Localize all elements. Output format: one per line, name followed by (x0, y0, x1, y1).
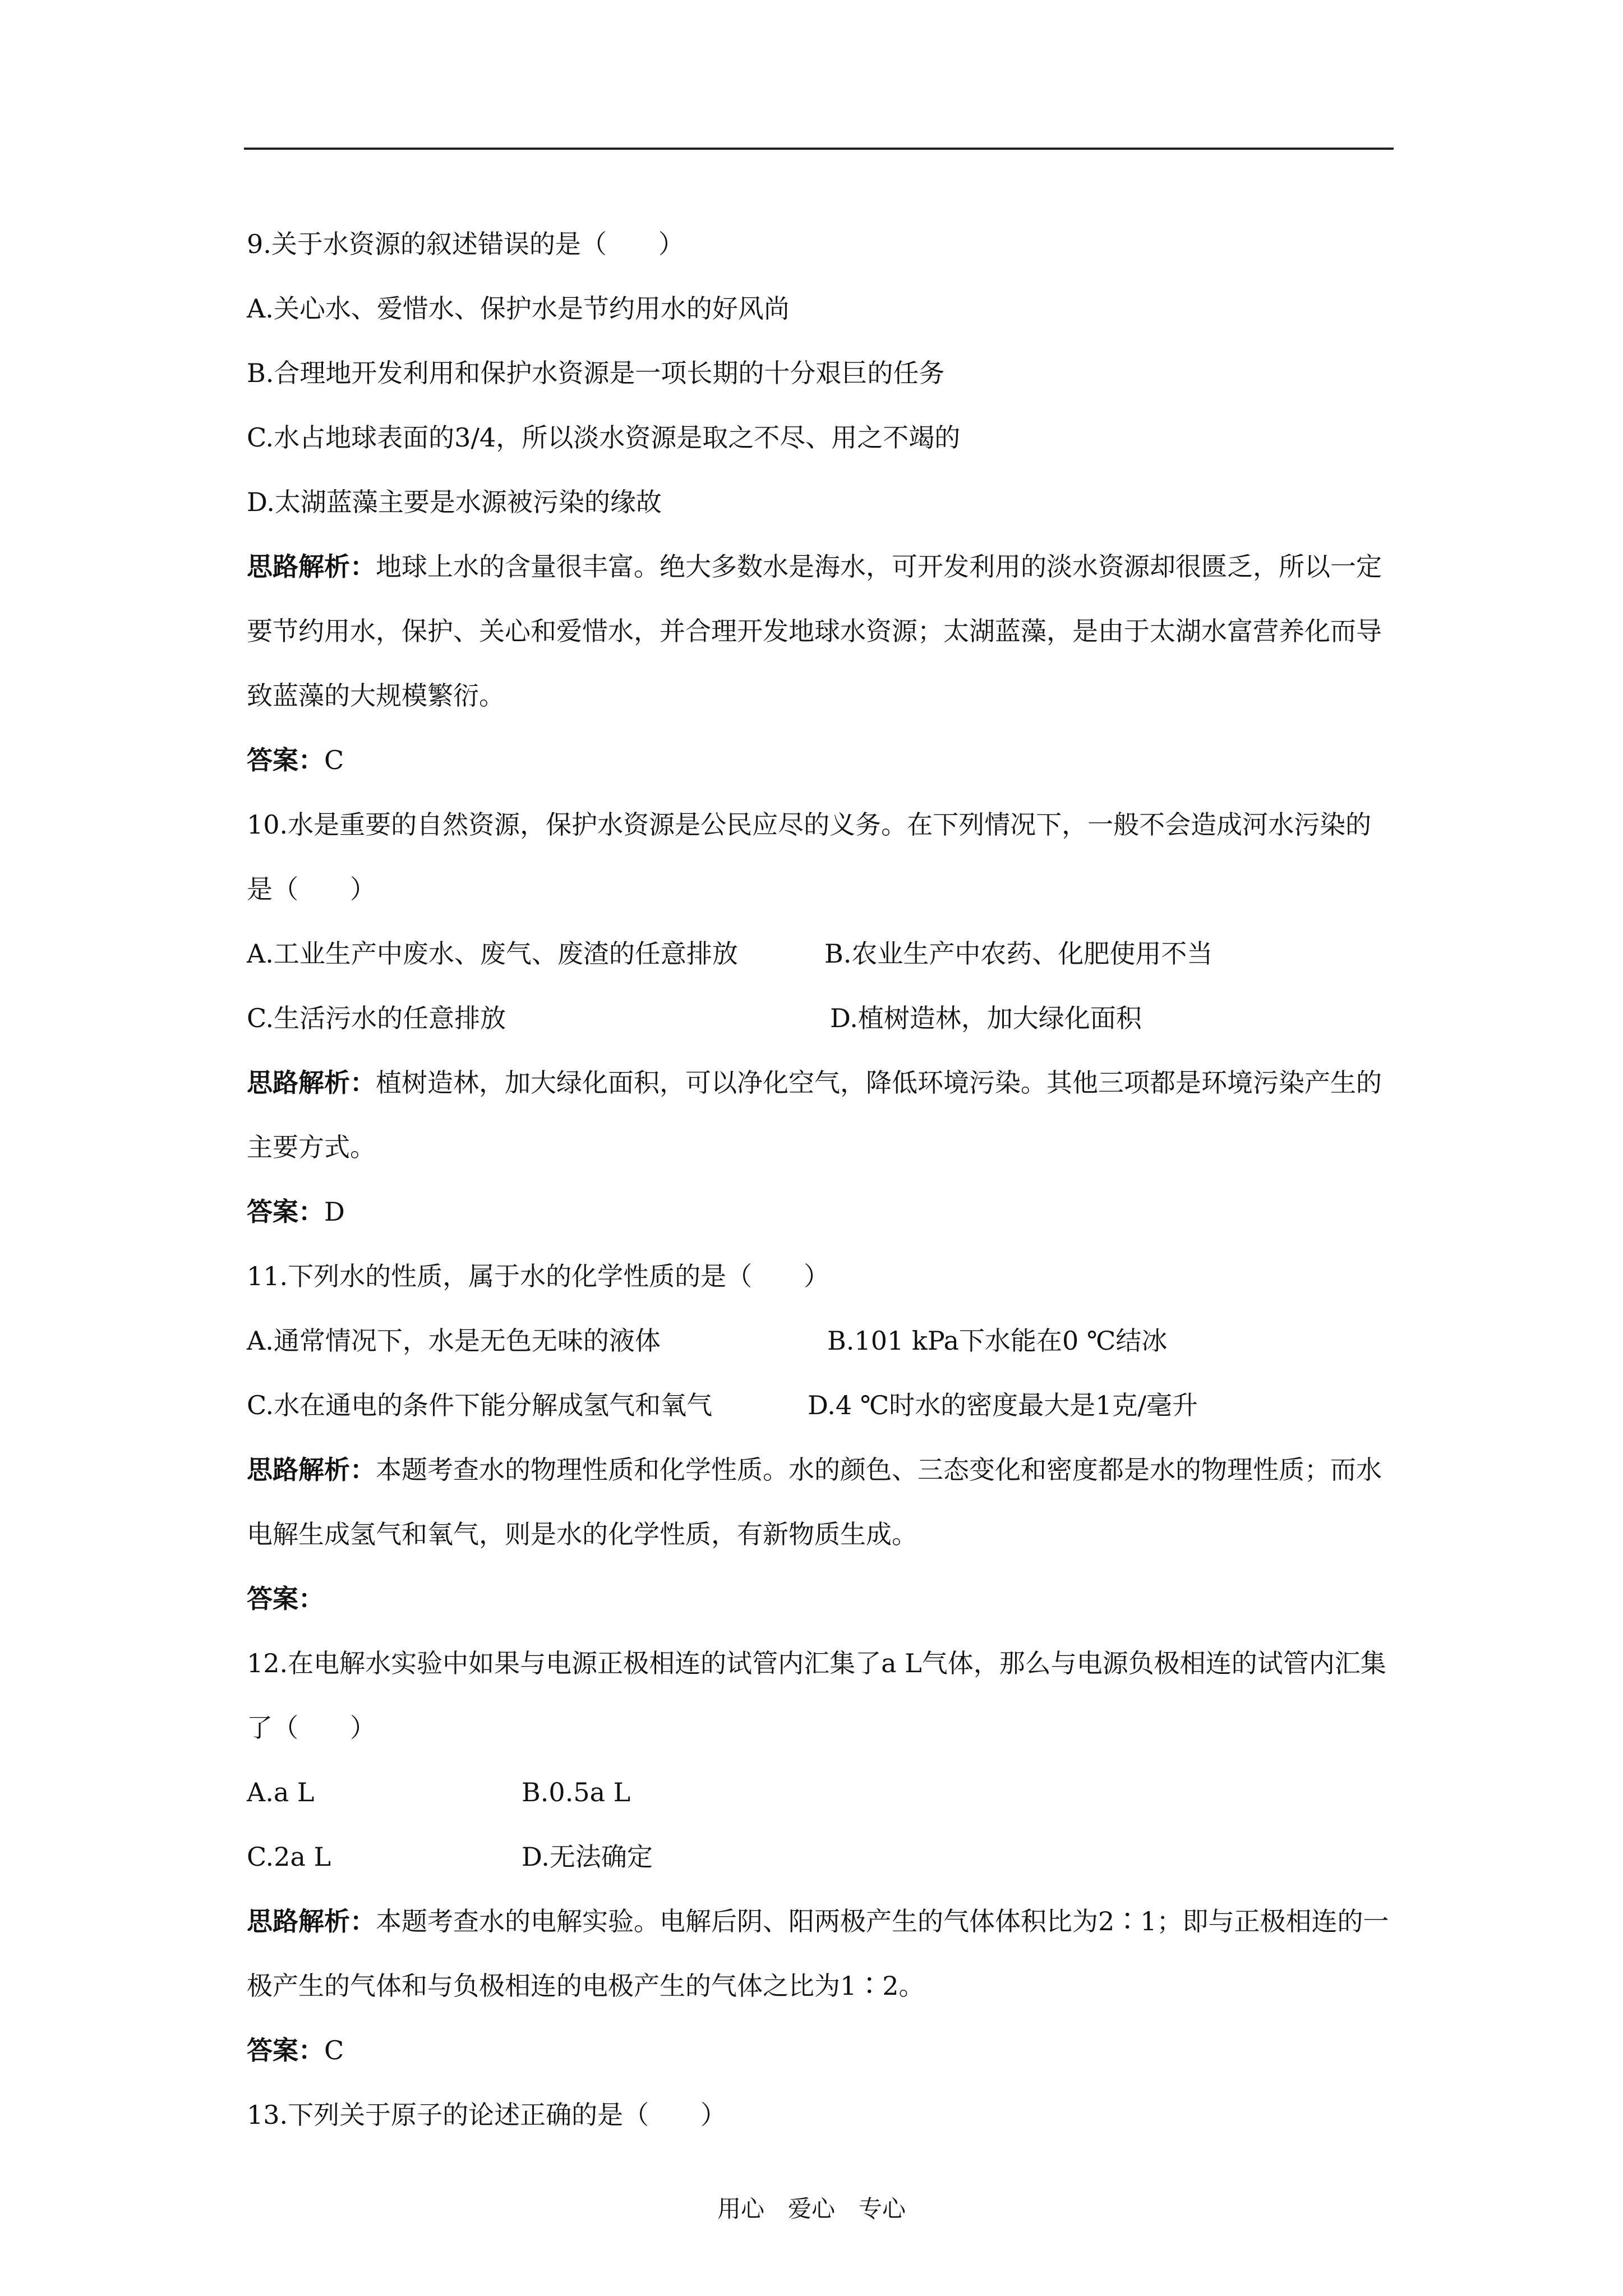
q11-analysis-text: 本题考查水的物理性质和化学性质。水的颜色、三态变化和密度都是水的物理性质；而水电解生成氢气和氧气，则是水的化学性质，有新物质生成。 (247, 1455, 1382, 1549)
q9-option-b: B.合理地开发利用和保护水资源是一项长期的十分艰巨的任务 (247, 358, 945, 388)
q10-option-a: A.工业生产中废水、废气、废渣的任意排放 (247, 938, 738, 969)
q11-option-b: B.101 kPa下水能在0 ℃结冰 (827, 1326, 1168, 1356)
q12-options-ab (247, 1760, 1396, 1825)
q10-analysis-label: 思路解析： (247, 1068, 376, 1098)
document-content (247, 212, 1396, 2147)
q9-stem: 9.关于水资源的叙述错误的是（ ） (247, 229, 684, 259)
q11-stem: 11.下列水的性质，属于水的化学性质的是（ ） (247, 1261, 830, 1291)
q12-option-c: C.2a L (247, 1842, 331, 1872)
q11-analysis (247, 1438, 1396, 1567)
q9-analysis-label: 思路解析： (247, 551, 376, 582)
q9-answer (247, 728, 1396, 793)
q10-answer-value: D (324, 1197, 345, 1227)
q9-analysis (247, 535, 1396, 728)
q12-stem: 12.在电解水实验中如果与电源正极相连的试管内汇集了a L气体，那么与电源负极相连的试管内汇集了（ ） (247, 1648, 1386, 1743)
q11-answer-label: 答案： (247, 1584, 324, 1614)
q12-answer (247, 2018, 1396, 2083)
q10-analysis (247, 1051, 1396, 1180)
q11-option-c: C.水在通电的条件下能分解成氢气和氧气 (247, 1390, 713, 1420)
q9-answer-value: C (324, 745, 344, 775)
q12-analysis (247, 1889, 1396, 2018)
q10-option-b: B.农业生产中农药、化肥使用不当 (824, 938, 1213, 969)
q9-analysis-text: 地球上水的含量很丰富。绝大多数水是海水，可开发利用的淡水资源却很匮乏，所以一定要节约用水，保护、关心和爱惜水，并合理开发地球水资源；太湖蓝藻，是由于太湖水富营养化而导致蓝藻的大规模繁衍。 (247, 551, 1382, 711)
q10-answer (247, 1180, 1396, 1244)
q12-option-a: A.a L (247, 1777, 315, 1807)
q12-analysis-text: 本题考查水的电解实验。电解后阴、阳两极产生的气体体积比为2∶1；即与正极相连的一极产生的气体和与负极相连的电极产生的气体之比为1∶2。 (247, 1906, 1389, 2001)
q12-answer-value: C (324, 2035, 344, 2065)
q10-option-c: C.生活污水的任意排放 (247, 1003, 506, 1033)
q12-options-cd (247, 1825, 1396, 1889)
q11-answer (247, 1567, 1396, 1631)
q11-analysis-label: 思路解析： (247, 1455, 376, 1485)
q10-option-d: D.植树造林，加大绿化面积 (830, 1003, 1142, 1033)
q11-options-cd (247, 1373, 1396, 1438)
q10-options-ab (247, 922, 1396, 986)
q9-option-a: A.关心水、爱惜水、保护水是节约用水的好风尚 (247, 293, 790, 324)
q9-answer-label: 答案： (247, 745, 324, 775)
q10-answer-label: 答案： (247, 1197, 324, 1227)
q11-option-d: D.4 ℃时水的密度最大是1克/毫升 (808, 1390, 1198, 1420)
q13-stem: 13.下列关于原子的论述正确的是（ ） (247, 2100, 727, 2130)
q12-option-d: D.无法确定 (522, 1842, 653, 1872)
header-rule (244, 148, 1394, 150)
q12-answer-label: 答案： (247, 2035, 324, 2065)
q10-options-cd (247, 986, 1396, 1051)
q12-option-b: B.0.5a L (522, 1777, 631, 1807)
q9-option-d: D.太湖蓝藻主要是水源被污染的缘故 (247, 487, 662, 517)
q10-analysis-text: 植树造林，加大绿化面积，可以净化空气，降低环境污染。其他三项都是环境污染产生的主要方式。 (247, 1068, 1382, 1162)
q11-option-a: A.通常情况下，水是无色无味的液体 (247, 1326, 661, 1356)
q10-stem: 10.水是重要的自然资源，保护水资源是公民应尽的义务。在下列情况下，一般不会造成河水污染的是（ ） (247, 809, 1372, 904)
q12-analysis-label: 思路解析： (247, 1906, 376, 1936)
q11-options-ab (247, 1309, 1396, 1373)
q9-option-c: C.水占地球表面的3/4，所以淡水资源是取之不尽、用之不竭的 (247, 422, 961, 453)
page-footer: 用心 爱心 专心 (717, 2195, 906, 2223)
